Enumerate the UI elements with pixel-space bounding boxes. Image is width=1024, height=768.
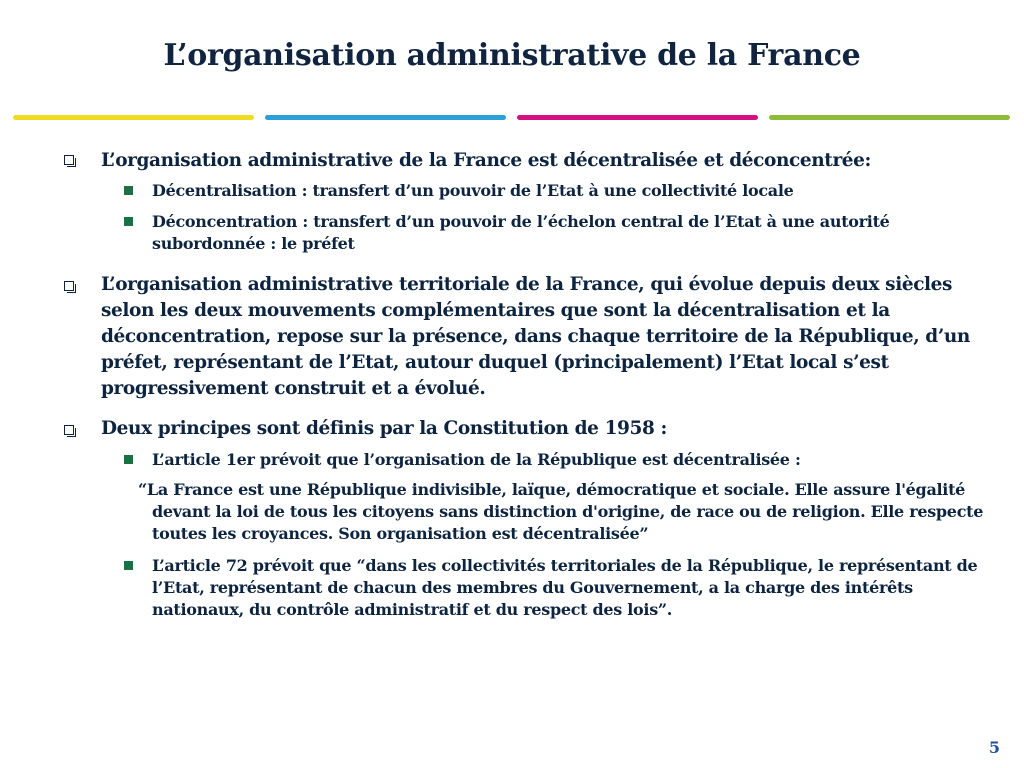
square-bullet-icon — [124, 217, 133, 226]
checkbox-bullet-icon — [64, 155, 74, 165]
checkbox-bullet-icon — [64, 425, 74, 435]
divider-green — [769, 115, 1010, 120]
page-number: 5 — [988, 738, 1000, 757]
checkbox-bullet-icon — [64, 281, 74, 291]
square-bullet-icon — [124, 561, 133, 570]
bullet-1-text: L’organisation administrative de la France est décentralisée et déconcentrée: — [101, 150, 871, 171]
divider-magenta — [517, 115, 758, 120]
bullet-2-text: L’organisation administrative territoriale de la France, qui évolue depuis deux siècles selon les deux mouvements complémentaires que sont la décentralisation et la déconcentration, repose sur la présence, dans chaque territoire de la République, d’un préfet, représentant de l’Etat, autour duquel (principalement) l’Etat local s’est progressivement construit et a évolué. — [101, 274, 970, 399]
divider-blue — [265, 115, 506, 120]
bullet-3-sub-1: L’article 1er prévoit que l’organisation de la République est décentralisée : — [152, 450, 801, 469]
bullet-3-sub-2: L’article 72 prévoit que “dans les collectivités territoriales de la République, le représentant de l’Etat, représentant de chacun des membres du Gouvernement, a la charge des intérêts nationaux, du contrôle administratif et du respect des lois”. — [152, 556, 978, 619]
constitution-quote: “La France est une République indivisible, laïque, démocratique et sociale. Elle assure l'égalité devant la loi de tous les citoyens sans distinction d'origine, de race ou de religion. Elle respecte toutes les croyances. Son organisation est décentralisée” — [138, 480, 984, 543]
square-bullet-icon — [124, 186, 133, 195]
bullet-1-sub-1: Décentralisation : transfert d’un pouvoir de l’Etat à une collectivité locale — [152, 181, 794, 200]
slide-title: L’organisation administrative de la France — [163, 38, 861, 73]
bullet-3-text: Deux principes sont définis par la Constitution de 1958 : — [101, 418, 667, 439]
divider-yellow — [13, 115, 254, 120]
square-bullet-icon — [124, 455, 133, 464]
bullet-1-sub-2: Déconcentration : transfert d’un pouvoir de l’échelon central de l’Etat à une autorité subordonnée : le préfet — [152, 212, 890, 253]
